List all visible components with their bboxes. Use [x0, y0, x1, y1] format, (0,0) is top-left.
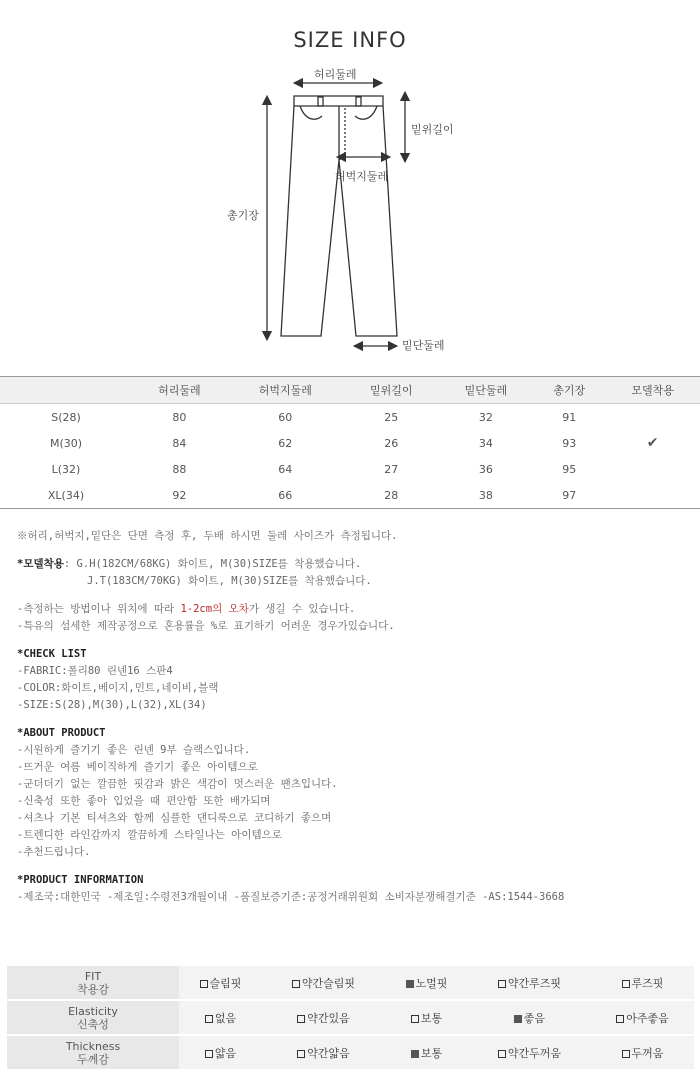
- fit-option: [385, 1036, 468, 1069]
- product-notes: [17, 528, 697, 906]
- fit-option: [385, 966, 468, 999]
- size-table-header: [0, 377, 700, 404]
- fit-option-label: 약간루즈핏: [507, 976, 561, 990]
- model-info-2: J.T(183CM/70KG) 화이트, M(30)SIZE를 착용했습니다.: [87, 575, 372, 587]
- about-item: -군더더기 없는 깔끔한 핏감과 밝은 색감이 멋스러운 팬츠입니다.: [17, 778, 338, 790]
- thigh-cell: 66: [227, 482, 344, 509]
- header-cell: 허리둘레: [132, 377, 227, 404]
- thigh-cell: 64: [278, 462, 293, 476]
- fit-label-en: Thickness: [65, 1039, 121, 1053]
- hem-cell: 36: [478, 462, 493, 476]
- fit-option: [468, 1036, 591, 1069]
- check-item: -COLOR:화이트,베이지,민트,네이비,블랙: [17, 682, 219, 694]
- fit-label-en: FIT: [84, 969, 102, 983]
- check-list-heading: *CHECK LIST: [17, 648, 87, 660]
- fit-table: [7, 964, 694, 1071]
- check-icon: ✔: [646, 435, 659, 451]
- waist-label: 허리둘레: [314, 68, 357, 81]
- model-heading: *모델착용: [17, 558, 64, 570]
- thigh-cell: 62: [278, 436, 293, 450]
- checked-box-icon: [514, 1015, 522, 1023]
- fit-option: [591, 966, 694, 999]
- about-item: -신축성 또한 좋아 입었을 때 편안함 또한 배가되며: [17, 795, 271, 807]
- size-cell: M(30): [49, 436, 83, 450]
- fit-option: [262, 1001, 385, 1034]
- fit-option: [468, 1001, 591, 1034]
- about-item: -시원하게 즐기기 좋은 린넨 9부 슬랙스입니다.: [17, 744, 251, 756]
- fit-option-label: 없음: [214, 1011, 237, 1025]
- fit-option-label: 약간있음: [307, 1011, 350, 1025]
- thigh-label: 허벅지둘레: [335, 170, 389, 183]
- checkbox-icon: [205, 1015, 213, 1023]
- fit-label-en: Elasticity: [68, 1004, 118, 1018]
- about-item: -추천드립니다.: [17, 846, 91, 858]
- fit-option-label: 약간얇음: [307, 1046, 350, 1060]
- length-label: 총기장: [227, 209, 259, 222]
- checkbox-icon: [498, 1050, 506, 1058]
- fit-option: [179, 1036, 262, 1069]
- page-title: SIZE INFO: [293, 28, 407, 52]
- fit-row-label: [7, 1001, 179, 1034]
- waist-cell: 84: [172, 436, 187, 450]
- header-cell: 허벅지둘레: [227, 377, 344, 404]
- waist-cell: 80: [172, 410, 187, 424]
- size-table: [0, 376, 700, 509]
- header-cell: 총기장: [533, 377, 605, 404]
- hem-cell: 34: [478, 436, 493, 450]
- fit-option-label: 아주좋음: [626, 1011, 669, 1025]
- checkbox-icon: [200, 980, 208, 988]
- about-item: -셔츠나 기본 티셔츠와 함께 심플한 댄디룩으로 코디하기 좋으며: [17, 812, 332, 824]
- error-highlight: 1-2cm의 오차: [180, 603, 249, 615]
- checkbox-icon: [297, 1015, 305, 1023]
- fit-row: [7, 966, 694, 999]
- fit-option: [262, 966, 385, 999]
- model-cell: [605, 456, 700, 482]
- table-row: [0, 430, 700, 456]
- fit-row: [7, 1001, 694, 1034]
- thigh-cell: 60: [278, 410, 293, 424]
- table-row: [0, 404, 700, 431]
- size-cell: S(28): [51, 410, 81, 424]
- about-heading: *ABOUT PRODUCT: [17, 727, 106, 739]
- measure-note: ※허리,허벅지,밑단은 단면 측정 후, 두배 하시면 둘레 사이즈가 측정됩니다.: [17, 530, 398, 542]
- rise-cell: 26: [384, 436, 399, 450]
- model-info-1: : G.H(182CM/68KG) 화이트, M(30)SIZE를 착용했습니다.: [63, 558, 362, 570]
- hem-cell: 38: [439, 482, 534, 509]
- fit-option: [262, 1036, 385, 1069]
- checkbox-icon: [622, 1050, 630, 1058]
- checkbox-icon: [622, 980, 630, 988]
- check-item: -SIZE:S(28),M(30),L(32),XL(34): [17, 699, 207, 711]
- error-text: -측정하는 방법이나 위치에 따라: [17, 603, 181, 615]
- fit-option-label: 좋음: [523, 1011, 546, 1025]
- rise-cell: 27: [384, 462, 399, 476]
- checkbox-icon: [292, 980, 300, 988]
- waist-cell: 92: [132, 482, 227, 509]
- model-cell: [605, 482, 700, 509]
- fit-label-ko: 착용감: [77, 982, 109, 996]
- fit-label-ko: 두께감: [77, 1052, 109, 1066]
- length-cell: 95: [562, 462, 577, 476]
- rise-label: 밑위길이: [411, 123, 454, 136]
- fit-option: [591, 1001, 694, 1034]
- about-item: -트렌디한 라인감까지 깔끔하게 스타일나는 아이템으로: [17, 829, 282, 841]
- size-cell: XL(34): [0, 482, 132, 509]
- fit-option-label: 얇음: [214, 1046, 237, 1060]
- model-cell: [605, 404, 700, 431]
- fit-option-label: 슬림핏: [209, 976, 242, 990]
- fit-option: [591, 1036, 694, 1069]
- fit-option-label: 루즈핏: [631, 976, 664, 990]
- size-cell: L(32): [51, 462, 81, 476]
- header-cell: [0, 377, 132, 404]
- checked-box-icon: [406, 980, 414, 988]
- fit-option: [179, 966, 262, 999]
- blend-note: -특유의 섬세한 제작공정으로 혼용률을 %로 표기하기 어려운 경우가있습니다.: [17, 620, 395, 632]
- fit-row-label: [7, 1036, 179, 1069]
- size-diagram: [0, 60, 700, 370]
- checkbox-icon: [411, 1015, 419, 1023]
- fit-option-label: 보통: [420, 1011, 443, 1025]
- fit-option-label: 약간슬림핏: [301, 976, 356, 990]
- length-cell: 91: [562, 410, 577, 424]
- checked-box-icon: [411, 1050, 419, 1058]
- rise-cell: 28: [344, 482, 439, 509]
- checkbox-icon: [297, 1050, 305, 1058]
- header-cell: 밑단둘레: [439, 377, 534, 404]
- checkbox-icon: [616, 1015, 624, 1023]
- model-note-1: [17, 556, 697, 573]
- fit-label-ko: 신축성: [77, 1017, 109, 1031]
- fit-option: [179, 1001, 262, 1034]
- info-text: -제조국:대한민국 -제조일:수령전3개월이내 -품질보증기준:공정거래위원회 소비자분쟁해결기준 -AS:1544-3668: [17, 891, 565, 903]
- checkbox-icon: [498, 980, 506, 988]
- fit-option-label: 두꺼움: [631, 1046, 664, 1060]
- waist-cell: 88: [172, 462, 187, 476]
- error-note: [17, 601, 697, 618]
- table-row: [0, 482, 700, 509]
- about-item: -뜨거운 여름 베이직하게 즐기기 좋은 아이템으로: [17, 761, 258, 773]
- fit-option-label: 노멀핏: [415, 976, 448, 990]
- fit-row: [7, 1036, 694, 1069]
- header-cell: 모델착용: [605, 377, 700, 404]
- fit-option: [468, 966, 591, 999]
- info-heading: *PRODUCT INFORMATION: [17, 874, 144, 886]
- fit-option-label: 약간두꺼움: [507, 1046, 561, 1060]
- error-text-end: 가 생길 수 있습니다.: [248, 603, 356, 615]
- rise-cell: 25: [384, 410, 399, 424]
- hem-label: 밑단둘레: [402, 339, 445, 352]
- length-cell: 97: [533, 482, 605, 509]
- fit-option-label: 보통: [420, 1046, 443, 1060]
- checkbox-icon: [205, 1050, 213, 1058]
- fit-row-label: [7, 966, 179, 999]
- length-cell: 93: [562, 436, 577, 450]
- fit-option: [385, 1001, 468, 1034]
- header-cell: 밑위길이: [344, 377, 439, 404]
- hem-cell: 32: [478, 410, 493, 424]
- table-row: [0, 456, 700, 482]
- check-item: -FABRIC:폴리80 린넨16 스판4: [17, 665, 173, 677]
- pants-illustration: [0, 60, 700, 370]
